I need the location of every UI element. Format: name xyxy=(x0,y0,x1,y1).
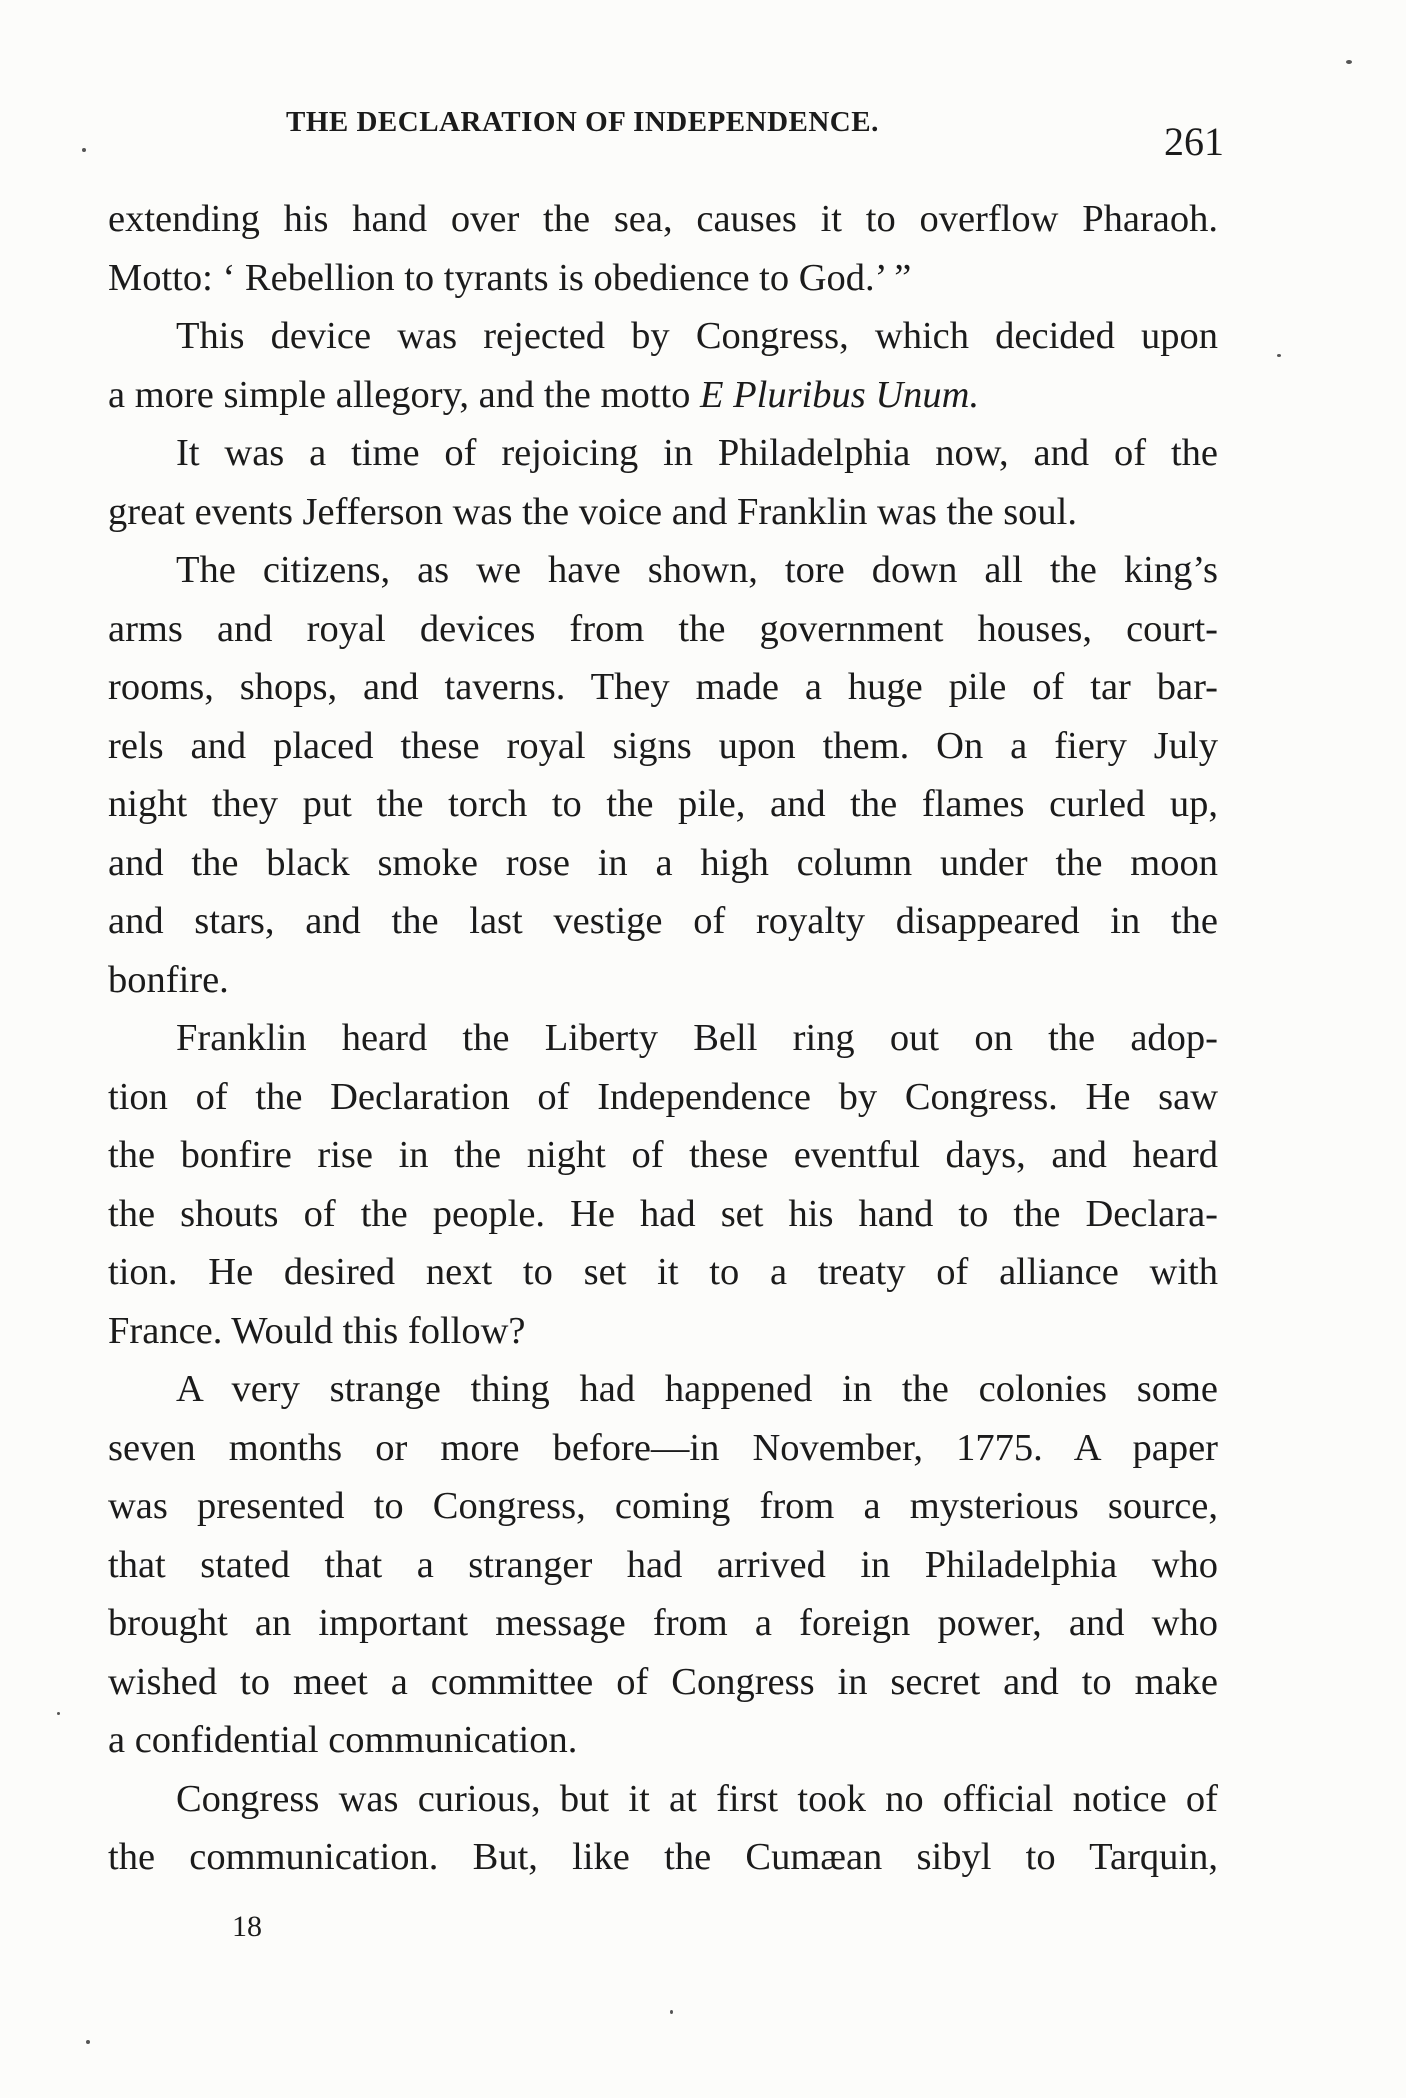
text-line: It was a time of rejoicing in Philadelphia now, and of the xyxy=(176,432,1218,474)
motto-italic: E Pluribus Unum. xyxy=(699,373,980,416)
text-line: arms and royal devices from the government houses, court- xyxy=(108,607,1218,650)
text-line: rooms, shops, and taverns. They made a huge pile of tar bar- xyxy=(108,666,1218,708)
running-title: THE DECLARATION OF INDEPENDENCE. xyxy=(286,106,879,138)
text-line: wished to meet a committee of Congress in secret and to make xyxy=(108,1660,1218,1703)
scan-speck xyxy=(57,1712,60,1715)
scan-speck xyxy=(1277,354,1281,357)
text-line: seven months or more before—in November, 1775. A paper xyxy=(108,1426,1218,1469)
body-text xyxy=(108,190,1218,1887)
text-line: and stars, and the last vestige of royalty disappeared in the xyxy=(108,900,1218,942)
page-number: 261 xyxy=(1164,119,1224,164)
text-line: tion. He desired next to set it to a treaty of alliance with xyxy=(108,1251,1218,1293)
text-line: This device was rejected by Congress, which decided upon xyxy=(176,315,1218,357)
text-line: Motto: ‘ Rebellion to tyrants is obedience to God.’ ” xyxy=(108,256,912,299)
text-line: extending his hand over the sea, causes it to overflow Pharaoh. xyxy=(108,198,1218,240)
text-line: a confidential communication. xyxy=(108,1719,578,1761)
scan-speck xyxy=(670,2010,673,2014)
text-line: Congress was curious, but it at first took no official notice of xyxy=(176,1777,1218,1820)
scan-speck xyxy=(82,148,86,152)
text-line: night they put the torch to the pile, and the flames curled up, xyxy=(108,783,1218,825)
text-line: France. Would this follow? xyxy=(108,1309,526,1352)
text-line: the bonfire rise in the night of these eventful days, and heard xyxy=(108,1134,1218,1176)
text-line: tion of the Declaration of Independence by Congress. He saw xyxy=(108,1075,1218,1118)
text-line: and the black smoke rose in a high column under the moon xyxy=(108,841,1218,884)
text-line: great events Jefferson was the voice and Franklin was the soul. xyxy=(108,490,1078,533)
text-line-with-motto xyxy=(108,366,1218,425)
text-line: Franklin heard the Liberty Bell ring out on the adop- xyxy=(176,1017,1218,1059)
text-line-segment: a more simple allegory, and the motto xyxy=(108,373,691,416)
text-line: bonfire. xyxy=(108,958,229,1001)
text-line: The citizens, as we have shown, tore down all the king’s xyxy=(176,549,1218,591)
text-line: A very strange thing had happened in the colonies some xyxy=(176,1368,1218,1410)
text-line: the communication. But, like the Cumæan sibyl to Tarquin, xyxy=(108,1836,1218,1878)
text-line: that stated that a stranger had arrived in Philadelphia who xyxy=(108,1543,1218,1586)
text-line: was presented to Congress, coming from a mysterious source, xyxy=(108,1485,1218,1527)
scan-speck xyxy=(86,2040,90,2044)
signature-mark: 18 xyxy=(232,1910,262,1943)
text-line: rels and placed these royal signs upon them. On a fiery July xyxy=(108,724,1218,767)
text-line: brought an important message from a foreign power, and who xyxy=(108,1602,1218,1644)
scan-speck xyxy=(1346,60,1352,64)
text-line: the shouts of the people. He had set his hand to the Declara- xyxy=(108,1192,1218,1235)
